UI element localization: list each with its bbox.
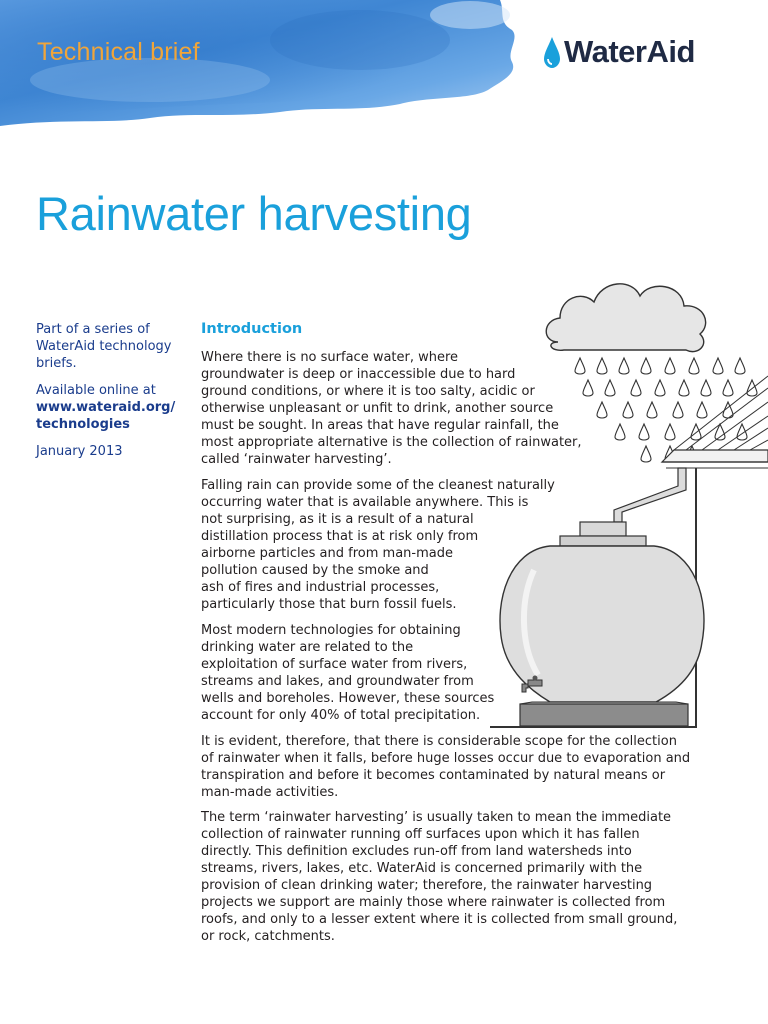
paragraph-2-line: airborne particles and from man-made [201, 546, 453, 561]
paragraph-4-line: of rainwater when it falls, before huge losses occur due to evaporation and [201, 751, 691, 766]
raindrop-icon [691, 424, 701, 440]
raindrop-icon [701, 380, 711, 396]
paragraph-4-line: It is evident, therefore, that there is considerable scope for the collection [201, 734, 677, 749]
logo-word-aid: Aid [646, 34, 695, 69]
paragraph-5-line: The term ‘rainwater harvesting’ is usually taken to mean the immediate [201, 810, 672, 825]
sidebar-url-line2[interactable]: technologies [36, 417, 130, 432]
raindrop-icon [647, 402, 657, 418]
raindrop-icon [679, 380, 689, 396]
raindrop-icon [597, 402, 607, 418]
sidebar-availability [36, 382, 186, 433]
downpipe [614, 468, 686, 522]
raindrop-icon [713, 358, 723, 374]
sidebar-date: January 2013 [36, 444, 123, 459]
paragraph-5-line: streams, rivers, lakes, etc. WaterAid is concerned primarily with the [201, 861, 643, 876]
paragraph-2-line: occurring water that is available anywhere. This is [201, 495, 529, 510]
paragraph-3-line: account for only 40% of total precipitation. [201, 708, 481, 723]
paragraph-5 [201, 809, 677, 945]
raindrop-icon [597, 358, 607, 374]
paragraph-5-line: or rock, catchments. [201, 929, 335, 944]
paragraph-1-line: most appropriate alternative is the collection of rainwater, [201, 435, 582, 450]
paragraph-2-line: ash of fires and industrial processes, [201, 580, 440, 595]
raindrop-icon [655, 380, 665, 396]
paragraph-5-line: roofs, and only to a lesser extent where it is collected from small ground, [201, 912, 678, 927]
paragraph-2-line: Falling rain can provide some of the cleanest naturally [201, 478, 555, 493]
paragraph-1-line: ground conditions, or where it is too salty, acidic or [201, 384, 535, 399]
logo-wordmark [564, 34, 695, 70]
raindrops-group [575, 358, 757, 462]
paragraph-3-line: streams and lakes, and groundwater from [201, 674, 474, 689]
paragraph-3-line: drinking water are related to the [201, 640, 414, 655]
sidebar-series-text: Part of a series of WaterAid technology briefs. [36, 322, 172, 371]
paragraph-5-line: collection of rainwater running off surfaces upon which it has fallen [201, 827, 640, 842]
sidebar-available-label: Available online at [36, 383, 156, 398]
paragraph-4 [201, 733, 690, 801]
rainwater-harvesting-illustration [490, 250, 768, 735]
sidebar [36, 321, 186, 470]
paragraph-3-line: wells and boreholes. However, these sources [201, 691, 495, 706]
raindrop-icon [623, 402, 633, 418]
water-tank-icon [490, 522, 704, 727]
raindrop-icon [689, 358, 699, 374]
paragraph-1-line: must be sought. In areas that have regular rainfall, the [201, 418, 559, 433]
water-drop-logo-icon [542, 35, 562, 69]
raindrop-icon [641, 358, 651, 374]
raindrop-icon [673, 402, 683, 418]
raindrop-icon [641, 446, 651, 462]
paragraph-1-line: otherwise unpleasant or unfit to drink, another source [201, 401, 554, 416]
raindrop-icon [639, 424, 649, 440]
raindrop-icon [631, 380, 641, 396]
paragraph-5-line: provision of clean drinking water; therefore, the rainwater harvesting [201, 878, 653, 893]
paragraph-3 [201, 622, 494, 724]
raindrop-icon [605, 380, 615, 396]
logo-word-water: Water [564, 34, 647, 69]
page-title: Rainwater harvesting [36, 187, 472, 240]
cloud-icon [546, 284, 705, 352]
raindrop-icon [619, 358, 629, 374]
paragraph-1-line: called ‘rainwater harvesting’. [201, 452, 392, 467]
paragraph-3-line: Most modern technologies for obtaining [201, 623, 461, 638]
raindrop-icon [735, 358, 745, 374]
paragraph-3-line: exploitation of surface water from rivers, [201, 657, 468, 672]
raindrop-icon [723, 380, 733, 396]
paragraph-2-line: distillation process that is at risk only from [201, 529, 479, 544]
sidebar-url-line1[interactable]: www.wateraid.org/ [36, 400, 176, 415]
paragraph-4-line: man-made activities. [201, 785, 339, 800]
paragraph-1-line: groundwater is deep or inaccessible due to hard [201, 367, 516, 382]
raindrop-icon [665, 358, 675, 374]
paragraph-1-line: Where there is no surface water, where [201, 350, 459, 365]
introduction-heading: Introduction [201, 321, 303, 337]
paragraph-2-line: particularly those that burn fossil fuels. [201, 597, 457, 612]
raindrop-icon [583, 380, 593, 396]
paragraph-2-line: pollution caused by the smoke and [201, 563, 429, 578]
paragraph-4-line: transpiration and before it becomes contaminated by natural means or [201, 768, 666, 783]
paragraph-5-line: projects we support are mainly those where rainwater is collected from [201, 895, 666, 910]
paragraph-2-line: not surprising, as it is a result of a natural [201, 512, 474, 527]
paragraph-5-line: directly. This definition excludes run-off from land watersheds into [201, 844, 632, 859]
technical-brief-label: Technical brief [37, 38, 200, 66]
raindrop-icon [575, 358, 585, 374]
raindrop-icon [665, 424, 675, 440]
raindrop-icon [615, 424, 625, 440]
raindrop-icon [737, 424, 747, 440]
raindrop-icon [697, 402, 707, 418]
wateraid-logo [542, 30, 695, 74]
